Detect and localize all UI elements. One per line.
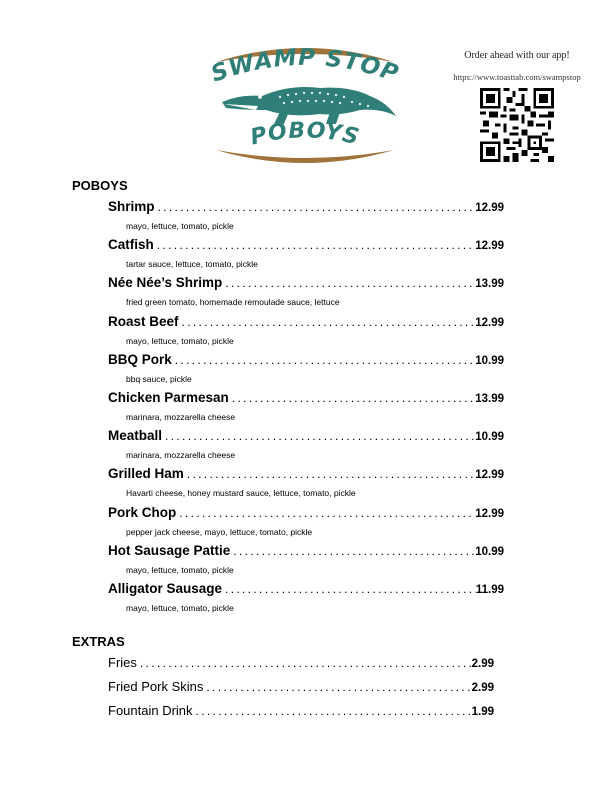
- item-price: 1.99: [471, 705, 494, 718]
- dot-leader: [193, 704, 472, 718]
- menu-item-meatball: [108, 428, 504, 466]
- item-name: Fries: [108, 655, 137, 670]
- dot-leader: [230, 544, 475, 558]
- item-name: Née Née’s Shrimp: [108, 275, 223, 291]
- item-name: Fried Pork Skins: [108, 678, 204, 694]
- item-name: Fountain Drink: [108, 702, 193, 718]
- dot-leader: [176, 506, 475, 520]
- item-description: Havarti cheese, honey mustard sauce, lettuce, tomato, pickle: [126, 488, 356, 499]
- extras-list: [108, 655, 504, 726]
- item-price: 11.99: [475, 583, 504, 596]
- app-promo: [432, 50, 602, 162]
- item-description: mayo, lettuce, tomato, pickle: [126, 564, 234, 575]
- item-description: bbq sauce, pickle: [126, 373, 192, 384]
- logo-graphic: [210, 40, 400, 165]
- item-price: 10.99: [475, 545, 504, 558]
- logo-top-text-path: SWAMP STOP: [210, 44, 400, 88]
- extra-item-fountain-drink: [108, 703, 504, 727]
- app-url-link[interactable]: https://www.toasttab.com/swampstop: [453, 72, 581, 82]
- item-name: Pork Chop: [108, 504, 177, 520]
- dot-leader: [222, 276, 475, 290]
- item-name: Alligator Sausage: [108, 580, 223, 596]
- dot-leader: [137, 656, 472, 670]
- item-price: 12.99: [475, 240, 504, 253]
- dot-leader: [203, 680, 471, 694]
- item-name: BBQ Pork: [108, 351, 172, 367]
- dot-leader: [179, 315, 476, 329]
- extra-item-fried-pork-skins: [108, 679, 504, 703]
- menu-item-bbq-pork: [108, 352, 504, 390]
- item-price: 13.99: [475, 278, 504, 291]
- bottom-swoosh: [216, 150, 394, 163]
- menu-item-catfish: [108, 237, 504, 275]
- menu-item-roast-beef: [108, 314, 504, 352]
- item-price: 10.99: [475, 354, 504, 367]
- menu-item-grilled-ham: [108, 466, 504, 504]
- app-promo-text: Order ahead with our app!: [464, 50, 570, 61]
- item-description: mayo, lettuce, tomato, pickle: [126, 602, 234, 613]
- item-description: mayo, lettuce, tomato, pickle: [126, 221, 234, 231]
- item-price: 12.99: [475, 469, 504, 482]
- logo-bottom-text: [248, 118, 362, 150]
- logo-bottom-text-path: POBOYS: [248, 118, 362, 151]
- dot-leader: [162, 429, 475, 443]
- item-description: pepper jack cheese, mayo, lettuce, tomato, pickle: [126, 526, 313, 537]
- extras-section-title: EXTRAS: [72, 634, 125, 649]
- item-description: mayo, lettuce, tomato, pickle: [126, 335, 234, 346]
- menu-item-nee-nees-shrimp: [108, 275, 504, 313]
- logo-top-text: [210, 45, 400, 88]
- item-description: marinara, mozzarella cheese: [126, 450, 236, 461]
- item-name: Hot Sausage Pattie: [108, 542, 231, 558]
- item-description: tartar sauce, lettuce, tomato, pickle: [126, 259, 258, 270]
- item-name: Grilled Ham: [108, 466, 184, 482]
- menu-item-alligator-sausage: [108, 581, 504, 619]
- menu-item-chicken-parmesan: [108, 390, 504, 428]
- item-price: 2.99: [471, 681, 494, 694]
- item-price: 12.99: [475, 202, 504, 214]
- item-name: Shrimp: [108, 199, 155, 214]
- item-price: 13.99: [475, 392, 504, 405]
- dot-leader: [172, 353, 475, 367]
- dot-leader: [184, 467, 475, 481]
- extra-item-fries: [108, 655, 504, 679]
- item-price: 12.99: [475, 507, 504, 520]
- qr-code-icon[interactable]: [480, 88, 554, 162]
- item-name: Roast Beef: [108, 313, 179, 329]
- item-price: 12.99: [475, 316, 504, 329]
- menu-item-shrimp: [108, 199, 504, 237]
- menu-item-pork-chop: [108, 505, 504, 543]
- item-name: Catfish: [108, 237, 154, 253]
- item-price: 2.99: [471, 658, 494, 670]
- item-name: Meatball: [108, 428, 163, 444]
- swamp-stop-logo: [210, 40, 400, 165]
- item-price: 10.99: [475, 431, 504, 444]
- dot-leader: [155, 200, 476, 214]
- dot-leader: [229, 391, 475, 405]
- item-description: marinara, mozzarella cheese: [126, 411, 236, 422]
- dot-leader: [154, 238, 475, 252]
- item-name: Chicken Parmesan: [108, 389, 229, 405]
- menu-item-hot-sausage-pattie: [108, 543, 504, 581]
- poboys-list: [108, 199, 504, 619]
- item-description: fried green tomato, homemade remoulade sauce, lettuce: [126, 297, 340, 308]
- poboys-section-title: POBOYS: [72, 178, 128, 193]
- dot-leader: [222, 582, 476, 596]
